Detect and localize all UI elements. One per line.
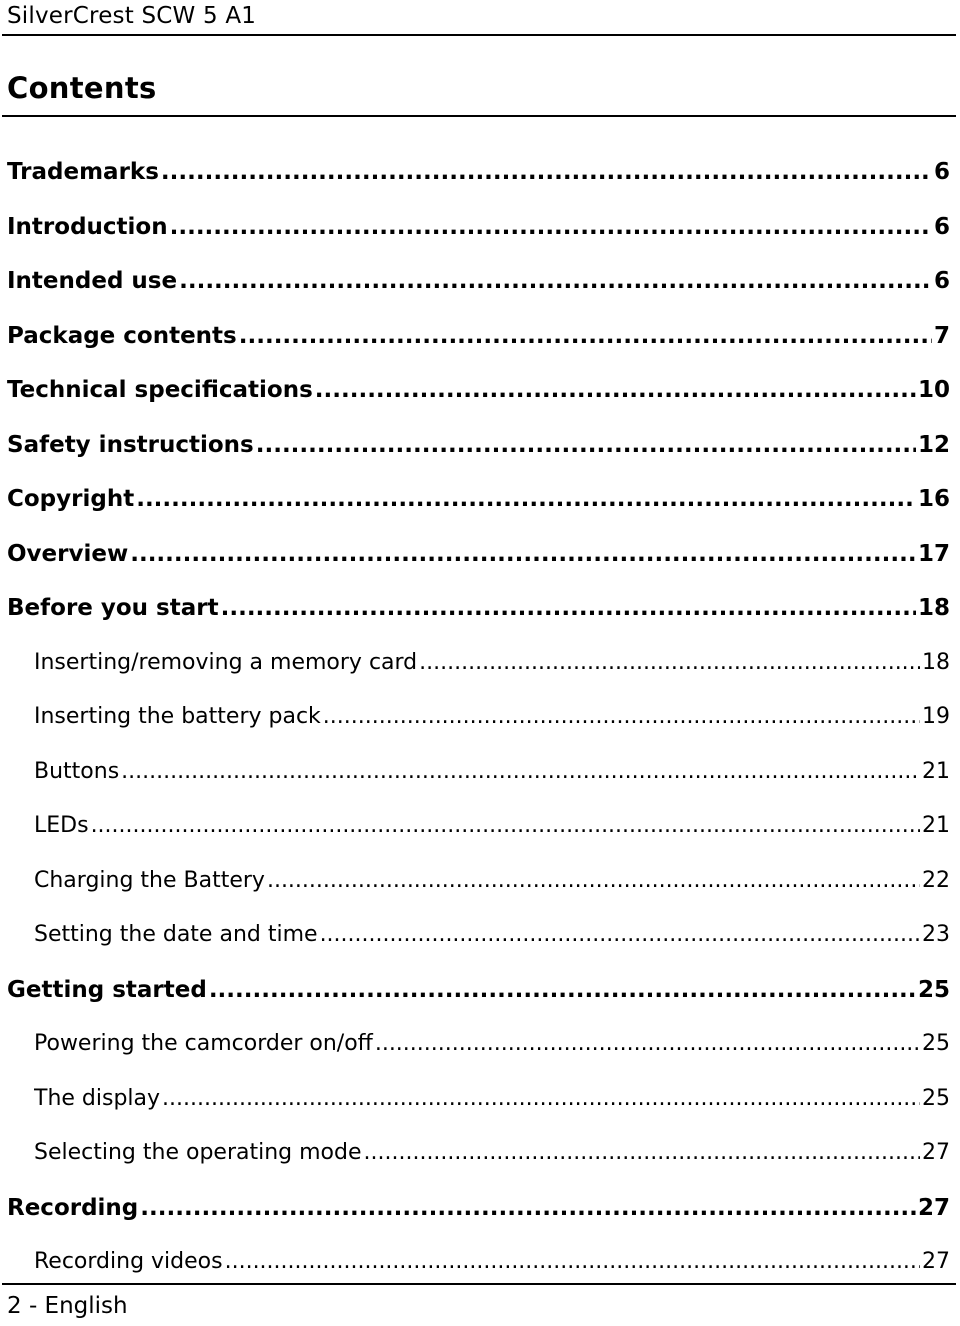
toc-dot-leader [315,375,916,405]
toc-entry-label: The display [34,1085,161,1111]
toc-entry-page-number: 19 [922,704,950,729]
toc-entry-label: Charging the Battery [34,867,265,893]
toc-entry[interactable] [34,1138,950,1168]
toc-entry-label: Before you start [7,595,219,621]
toc-entry[interactable] [34,920,950,950]
toc-entry[interactable] [34,811,950,841]
toc-entry[interactable] [34,1084,950,1114]
document-title: SilverCrest SCW 5 A1 [7,3,257,29]
toc-dot-leader [256,430,916,460]
toc-entry-page-number: 27 [922,1140,950,1165]
page-footer: 2 - English [7,1293,128,1319]
toc-entry[interactable] [7,212,950,242]
toc-dot-leader [170,212,932,242]
toc-entry-label: Safety instructions [7,431,254,458]
toc-entry-page-number: 6 [933,268,950,294]
toc-entry-label: Intended use [7,268,178,294]
toc-entry-label: Technical specifications [7,377,313,403]
toc-entry[interactable] [34,1247,950,1277]
toc-entry-page-number: 18 [917,595,950,621]
toc-entry-page-number: 21 [922,758,950,784]
toc-dot-leader [267,866,920,896]
toc-dot-leader [136,484,916,514]
toc-dot-leader [375,1029,920,1059]
toc-dot-leader [209,975,916,1005]
toc-entry-page-number: 23 [922,922,950,947]
toc-entry-label: Inserting the battery pack [34,704,321,729]
toc-entry-label: Package contents [7,322,237,349]
toc-dot-leader [221,593,916,623]
toc-dot-leader [140,1193,916,1223]
toc-dot-leader [364,1138,921,1168]
toc-entry-label: Getting started [7,976,207,1003]
toc-dot-leader [320,920,920,950]
toc-entry-page-number: 27 [917,1194,950,1221]
toc-entry-label: Overview [7,540,129,567]
toc-entry[interactable] [7,484,950,514]
contents-heading: Contents [7,71,157,105]
toc-entry[interactable] [34,1029,950,1059]
toc-dot-leader [130,539,916,569]
toc-entry-page-number: 12 [917,431,950,458]
toc-entry-page-number: 22 [922,867,950,893]
toc-dot-leader [419,648,920,678]
toc-entry[interactable] [34,866,950,896]
toc-dot-leader [323,702,920,732]
toc-entry[interactable] [7,321,950,351]
toc-entry[interactable] [34,648,950,678]
toc-entry-page-number: 7 [933,322,950,349]
toc-entry-label: Setting the date and time [34,922,318,947]
toc-entry-label: Inserting/removing a memory card [34,649,418,675]
toc-entry-label: Recording [7,1194,139,1221]
toc-entry-page-number: 6 [933,159,950,185]
toc-entry-page-number: 25 [922,1085,950,1111]
toc-entry[interactable] [7,593,950,623]
footer-divider [2,1283,956,1285]
toc-entry-label: Trademarks [7,159,159,185]
toc-entry-page-number: 16 [917,486,950,512]
toc-entry-page-number: 18 [922,649,950,675]
toc-entry-label: Buttons [34,758,120,784]
toc-entry-page-number: 10 [917,377,950,403]
toc-entry[interactable] [34,757,950,787]
toc-dot-leader [179,266,932,296]
toc-entry-page-number: 25 [917,976,950,1003]
toc-entry-page-number: 6 [933,213,950,240]
toc-entry[interactable] [7,375,950,405]
toc-entry-label: Recording videos [34,1249,223,1274]
toc-entry-page-number: 27 [922,1249,950,1274]
toc-entry[interactable] [7,430,950,460]
toc-entry[interactable] [7,539,950,569]
toc-dot-leader [121,757,920,787]
toc-entry[interactable] [34,702,950,732]
toc-entry[interactable] [7,975,950,1005]
toc-entry[interactable] [7,266,950,296]
toc-dot-leader [225,1247,920,1277]
toc-entry-page-number: 21 [922,813,950,838]
toc-entry-label: LEDs [34,813,89,838]
toc-entry[interactable] [7,157,950,187]
toc-entry-label: Powering the camcorder on/off [34,1031,373,1056]
toc-dot-leader [239,321,932,351]
toc-entry-label: Selecting the operating mode [34,1140,362,1165]
toc-entry-label: Introduction [7,213,168,240]
toc-dot-leader [162,1084,920,1114]
toc-entry-page-number: 25 [922,1031,950,1056]
toc-entry-page-number: 17 [917,540,950,567]
toc-entry[interactable] [7,1193,950,1223]
toc-dot-leader [161,157,932,187]
toc-entry-label: Copyright [7,486,135,512]
toc-dot-leader [91,811,920,841]
